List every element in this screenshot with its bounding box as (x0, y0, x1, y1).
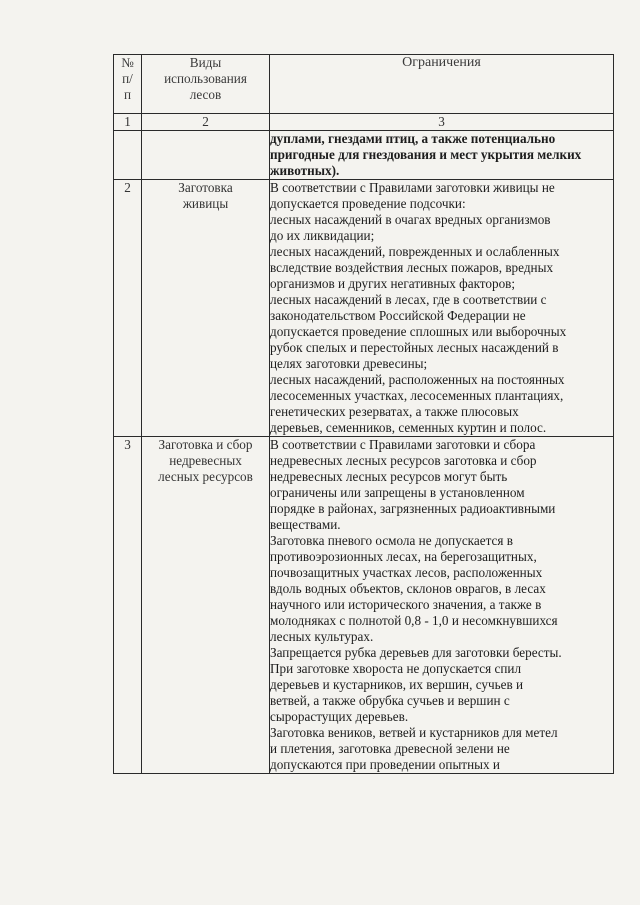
column-number: 3 (270, 114, 614, 131)
header-num-line: п/ (122, 71, 133, 86)
text-line: В соответствии с Правилами заготовки живицы не (270, 180, 555, 195)
text-line: допускается проведение сплошных или выборочных (270, 324, 567, 339)
text-line: лесных насаждений, расположенных на постоянных (270, 372, 565, 387)
text-line: деревьев и кустарников, их вершин, сучьев и (270, 677, 524, 692)
column-number: 2 (142, 114, 270, 131)
column-number-row (114, 114, 614, 131)
text-line: сырорастущих деревьев. (270, 709, 409, 724)
continuation-row (114, 131, 614, 180)
text-line: ограничены или запрещены в установленном (270, 485, 525, 500)
text-line: противоэрозионных лесах, на берегозащитных, (270, 549, 537, 564)
text-line: организмов и других негативных факторов; (270, 276, 516, 291)
row-kind-cell (142, 437, 270, 774)
header-kind-cell (142, 55, 270, 114)
row-kind-cell (142, 180, 270, 437)
table-row (114, 180, 614, 437)
continuation-num-cell (114, 131, 142, 180)
header-num-line: п (123, 87, 132, 102)
text-line: до их ликвидации; (270, 228, 375, 243)
text-line: недревесных лесных ресурсов могут быть (270, 469, 508, 484)
text-line: и плетения, заготовка древесной зелени не (270, 741, 510, 756)
text-line: лесосеменных участках, лесосеменных плантациях, (270, 388, 564, 403)
text-line: При заготовке хвороста не допускается спил (270, 661, 522, 676)
text-line: лесных насаждений, поврежденных и ослабленных (270, 244, 560, 259)
restrictions-table (113, 54, 614, 774)
row-text-cell (270, 180, 614, 437)
text-line: допускаются при проведении опытных и (270, 757, 500, 772)
text-line: лесных насаждений в лесах, где в соответствии с (270, 292, 547, 307)
row-number: 2 (114, 180, 142, 437)
table-header-row (114, 55, 614, 114)
row-kind-line: живицы (182, 196, 229, 211)
header-kind-line: использования (164, 71, 247, 86)
column-number: 1 (114, 114, 142, 131)
continuation-text-cell (270, 131, 614, 180)
text-line: целях заготовки древесины; (270, 356, 428, 371)
text-line: научного или исторического значения, а также в (270, 597, 542, 612)
row-kind-line: лесных ресурсов (158, 469, 253, 484)
text-line: Заготовка пневого осмола не допускается в (270, 533, 513, 548)
row-text-cell (270, 437, 614, 774)
text-line: порядке в районах, загрязненных радиоактивными (270, 501, 556, 516)
header-kind-line: Виды (189, 55, 222, 70)
text-line: молодняках с полнотой 0,8 - 1,0 и несомкнувшихся (270, 613, 558, 628)
continuation-kind-cell (142, 131, 270, 180)
text-line: веществами. (270, 517, 341, 532)
text-line: животных). (270, 163, 340, 178)
text-line: лесных культурах. (270, 629, 374, 644)
text-line: Заготовка веников, ветвей и кустарников для метел (270, 725, 558, 740)
header-restrictions-cell: Ограничения (270, 55, 614, 114)
row-number: 3 (114, 437, 142, 774)
header-num-line: № (121, 55, 134, 70)
text-line: пригодные для гнездования и мест укрытия мелких (270, 147, 582, 162)
text-line: В соответствии с Правилами заготовки и сбора (270, 437, 536, 452)
table-row (114, 437, 614, 774)
text-line: вдоль водных объектов, склонов оврагов, в лесах (270, 581, 546, 596)
text-line: вследствие воздействия лесных пожаров, вредных (270, 260, 554, 275)
text-line: ветвей, а также обрубка сучьев и вершин с (270, 693, 510, 708)
text-line: Запрещается рубка деревьев для заготовки бересты. (270, 645, 562, 660)
text-line: дуплами, гнездами птиц, а также потенциально (270, 131, 556, 146)
header-num-cell (114, 55, 142, 114)
text-line: деревьев, семенников, семенных куртин и полос. (270, 420, 547, 435)
text-line: почвозащитных участках лесов, расположенных (270, 565, 543, 580)
text-line: недревесных лесных ресурсов заготовка и сбор (270, 453, 537, 468)
row-kind-line: Заготовка и сбор (158, 437, 253, 452)
header-kind-line: лесов (189, 87, 222, 102)
text-line: генетических резерватах, а также плюсовых (270, 404, 519, 419)
text-line: рубок спелых и перестойных лесных насаждений в (270, 340, 559, 355)
text-line: лесных насаждений в очагах вредных организмов (270, 212, 551, 227)
row-kind-line: недревесных (169, 453, 242, 468)
text-line: законодательством Российской Федерации не (270, 308, 526, 323)
text-line: допускается проведение подсочки: (270, 196, 466, 211)
row-kind-line: Заготовка (178, 180, 233, 195)
